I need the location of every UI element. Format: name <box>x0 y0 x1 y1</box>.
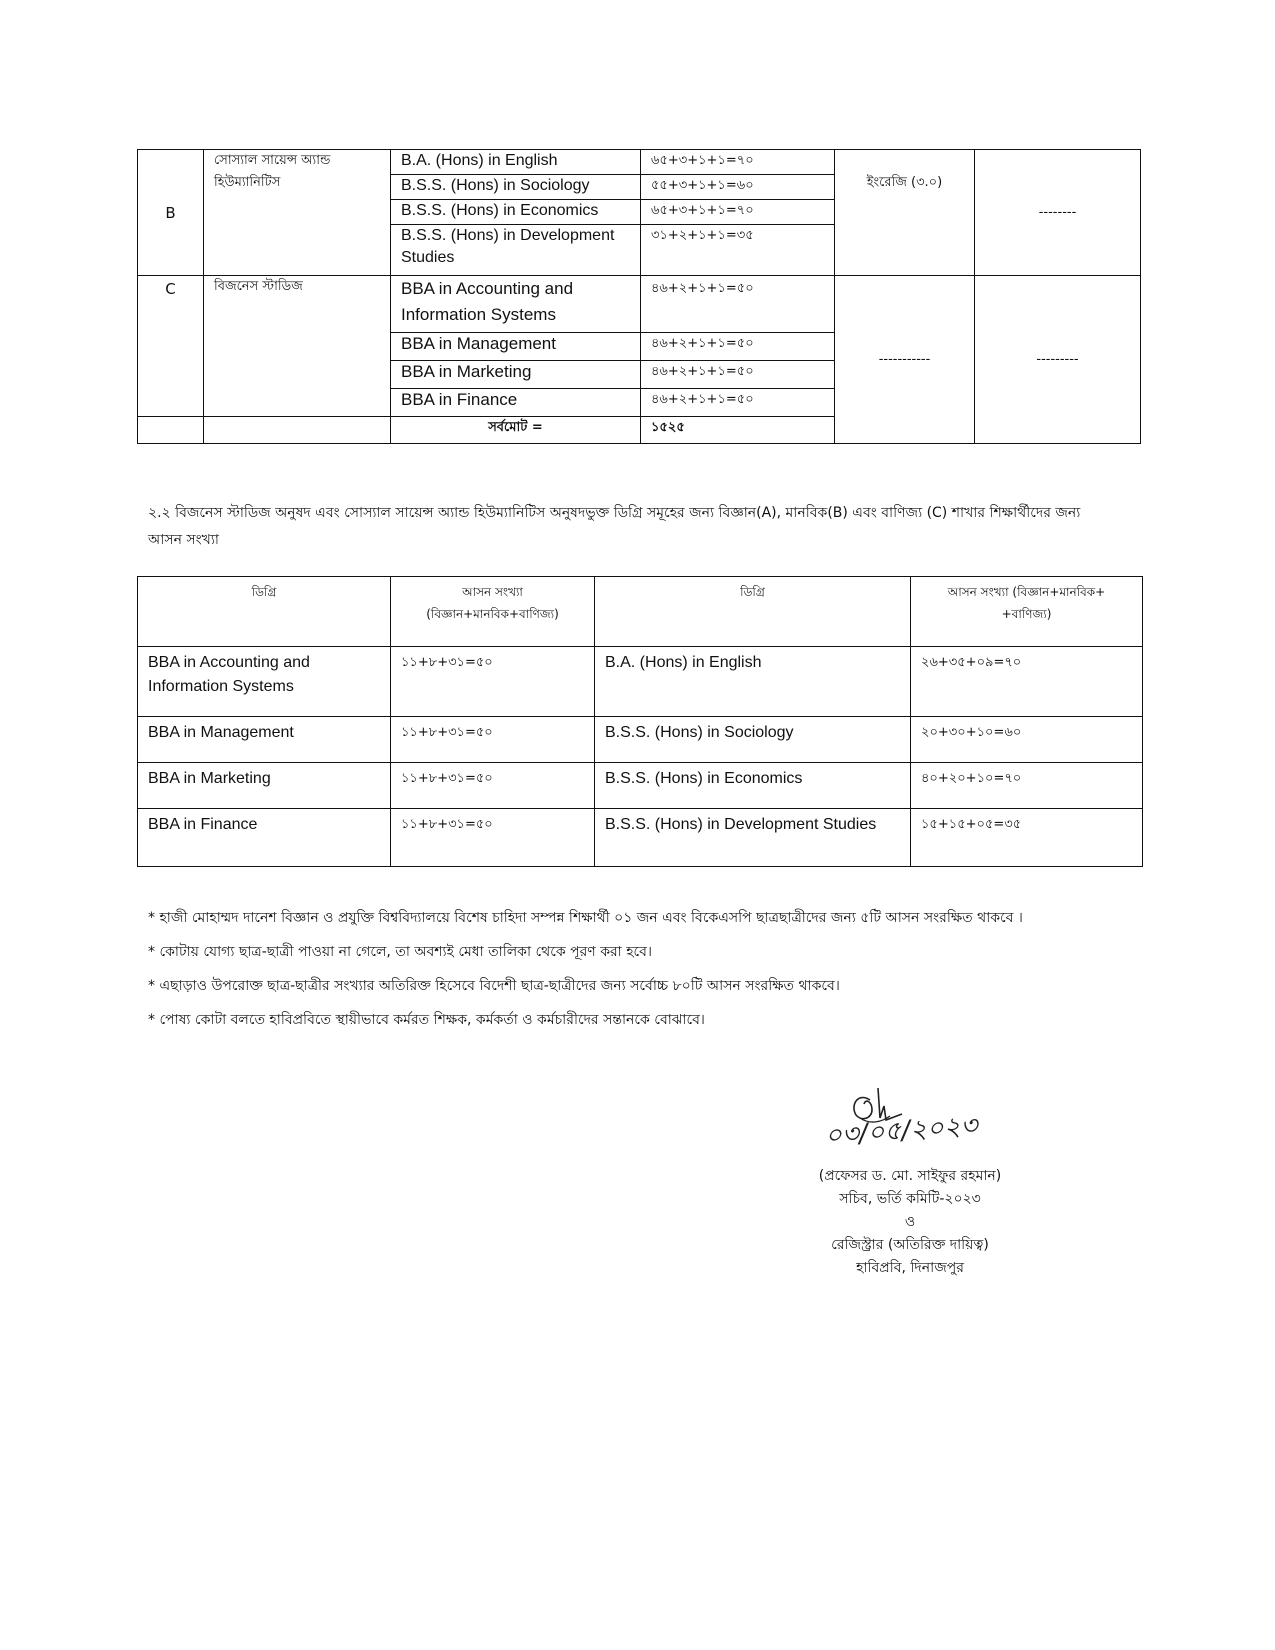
note-item: * এছাড়াও উপরোক্ত ছাত্র-ছাত্রীর সংখ্যার অতিরিক্ত হিসেবে বিদেশী ছাত্র-ছাত্রীদের জন্য সর্বোচ্চ ৮০টি আসন সংরক্ষিত থাকবে। <box>148 978 840 994</box>
section-heading: ২.২ বিজনেস স্টাডিজ অনুষদ এবং সোস্যাল সায়েন্স অ্যান্ড হিউম্যানিটিস অনুষদভুক্ত ডিগ্রি সমূহের জন্য বিজ্ঞান(A), মানবিক(B) এবং বাণিজ্য (C) শাখার শিক্ষার্থীদের জন্য আসন সংখ্যা <box>148 505 1081 548</box>
seat-cell: ৪০+২০+১০=৭০ <box>911 763 1143 809</box>
header-degree: ডিগ্রি <box>595 577 911 647</box>
seat-cell: ১১+৮+৩১=৫০ <box>391 809 595 867</box>
seat-by-stream-table <box>137 576 1143 867</box>
signatory-name: (প্রফেসর ড. মো. সাইফুর রহমান) <box>818 1168 1002 1184</box>
table-row <box>138 647 1143 717</box>
empty-cell <box>138 417 204 444</box>
signatory-role: রেজিস্ট্রার (অতিরিক্ত দায়িত্ব) <box>831 1237 989 1253</box>
degree-cell: B.S.S. (Hons) in Economics <box>391 200 641 225</box>
handwritten-date: ০৩/০৫/২০২৩ <box>824 1110 979 1152</box>
total-label: সর্বমোট = <box>391 417 641 444</box>
seat-cell: ১১+৮+৩১=৫০ <box>391 647 595 717</box>
degree-cell: B.S.S. (Hons) in Economics <box>595 763 911 809</box>
empty-cell <box>204 417 391 444</box>
degree-cell: BBA in Accounting and Information Systems <box>138 647 391 717</box>
seat-cell: ৫৫+৩+১+১=৬০ <box>641 175 835 200</box>
degree-cell: BBA in Marketing <box>391 361 641 389</box>
header-seats-line2: +বাণিজ্য) <box>1001 607 1052 621</box>
dash-placeholder: ----------- <box>835 276 975 444</box>
degree-cell: B.A. (Hons) in English <box>595 647 911 717</box>
seat-cell: ১৫+১৫+০৫=৩৫ <box>911 809 1143 867</box>
degree-cell: B.A. (Hons) in English <box>391 150 641 175</box>
degree-cell: BBA in Management <box>138 717 391 763</box>
header-seats <box>391 577 595 647</box>
table-row <box>138 763 1143 809</box>
dash-placeholder: --------- <box>975 276 1141 444</box>
degree-cell: B.S.S. (Hons) in Development Studies <box>595 809 911 867</box>
degree-cell: B.S.S. (Hons) in Sociology <box>391 175 641 200</box>
degree-cell: BBA in Finance <box>138 809 391 867</box>
signatory-conjunction: ও <box>904 1214 916 1230</box>
seat-cell: ১১+৮+৩১=৫০ <box>391 763 595 809</box>
header-degree: ডিগ্রি <box>138 577 391 647</box>
degree-cell: B.S.S. (Hons) in Development Studies <box>391 225 641 276</box>
seat-cell: ৪৬+২+১+১=৫০ <box>641 361 835 389</box>
header-seats-line1: আসন সংখ্যা (বিজ্ঞান+মানবিক+ <box>947 585 1106 599</box>
degree-cell: BBA in Management <box>391 333 641 361</box>
degree-cell: BBA in Marketing <box>138 763 391 809</box>
table-row <box>138 717 1143 763</box>
seat-cell: ৪৬+২+১+১=৫০ <box>641 276 835 333</box>
header-seats <box>911 577 1143 647</box>
seat-cell: ৬৫+৩+১+১=৭০ <box>641 150 835 175</box>
signatory-title: সচিব, ভর্তি কমিটি-২০২৩ <box>839 1191 981 1207</box>
note-item: * কোটায় যোগ্য ছাত্র-ছাত্রী পাওয়া না গেলে, তা অবশ্যই মেধা তালিকা থেকে পূরণ করা হবে। <box>148 944 652 960</box>
signature-block <box>760 1165 1060 1280</box>
subject-requirement: ইংরেজি (৩.০) <box>835 150 975 276</box>
header-seats-line2: (বিজ্ঞান+মানবিক+বাণিজ্য) <box>426 607 559 621</box>
seat-cell: ২০+৩০+১০=৬০ <box>911 717 1143 763</box>
group-label: C <box>138 276 204 417</box>
signatory-org: হাবিপ্রবি, দিনাজপুর <box>856 1260 964 1276</box>
seat-cell: ৬৫+৩+১+১=৭০ <box>641 200 835 225</box>
degree-cell: BBA in Accounting and Information Systems <box>391 276 641 333</box>
seat-cell: ৩১+২+১+১=৩৫ <box>641 225 835 276</box>
faculty-name: সোস্যাল সায়েন্স অ্যান্ড হিউম্যানিটিস <box>204 150 391 276</box>
dash-placeholder: -------- <box>975 150 1141 276</box>
seat-distribution-table <box>137 149 1141 444</box>
seat-cell: ২৬+৩৫+০৯=৭০ <box>911 647 1143 717</box>
degree-cell: B.S.S. (Hons) in Sociology <box>595 717 911 763</box>
degree-cell: BBA in Finance <box>391 389 641 417</box>
seat-cell: ৪৬+২+১+১=৫০ <box>641 333 835 361</box>
total-value: ১৫২৫ <box>641 417 835 444</box>
faculty-name: বিজনেস স্টাডিজ <box>204 276 391 417</box>
group-label: B <box>138 150 204 276</box>
seat-cell: ১১+৮+৩১=৫০ <box>391 717 595 763</box>
note-item: * পোষ্য কোটা বলতে হাবিপ্রবিতে স্থায়ীভাবে কর্মরত শিক্ষক, কর্মকর্তা ও কর্মচারীদের সন্তানকে বোঝাবে। <box>148 1012 705 1028</box>
header-seats-line1: আসন সংখ্যা <box>462 585 523 599</box>
table-row <box>138 809 1143 867</box>
note-item: * হাজী মোহাম্মদ দানেশ বিজ্ঞান ও প্রযুক্তি বিশ্ববিদ্যালয়ে বিশেষ চাহিদা সম্পন্ন শিক্ষার্থী ০১ জন এবং বিকেএসপি ছাত্রছাত্রীদের জন্য ৫টি আসন সংরক্ষিত থাকবে । <box>148 910 1023 926</box>
seat-cell: ৪৬+২+১+১=৫০ <box>641 389 835 417</box>
